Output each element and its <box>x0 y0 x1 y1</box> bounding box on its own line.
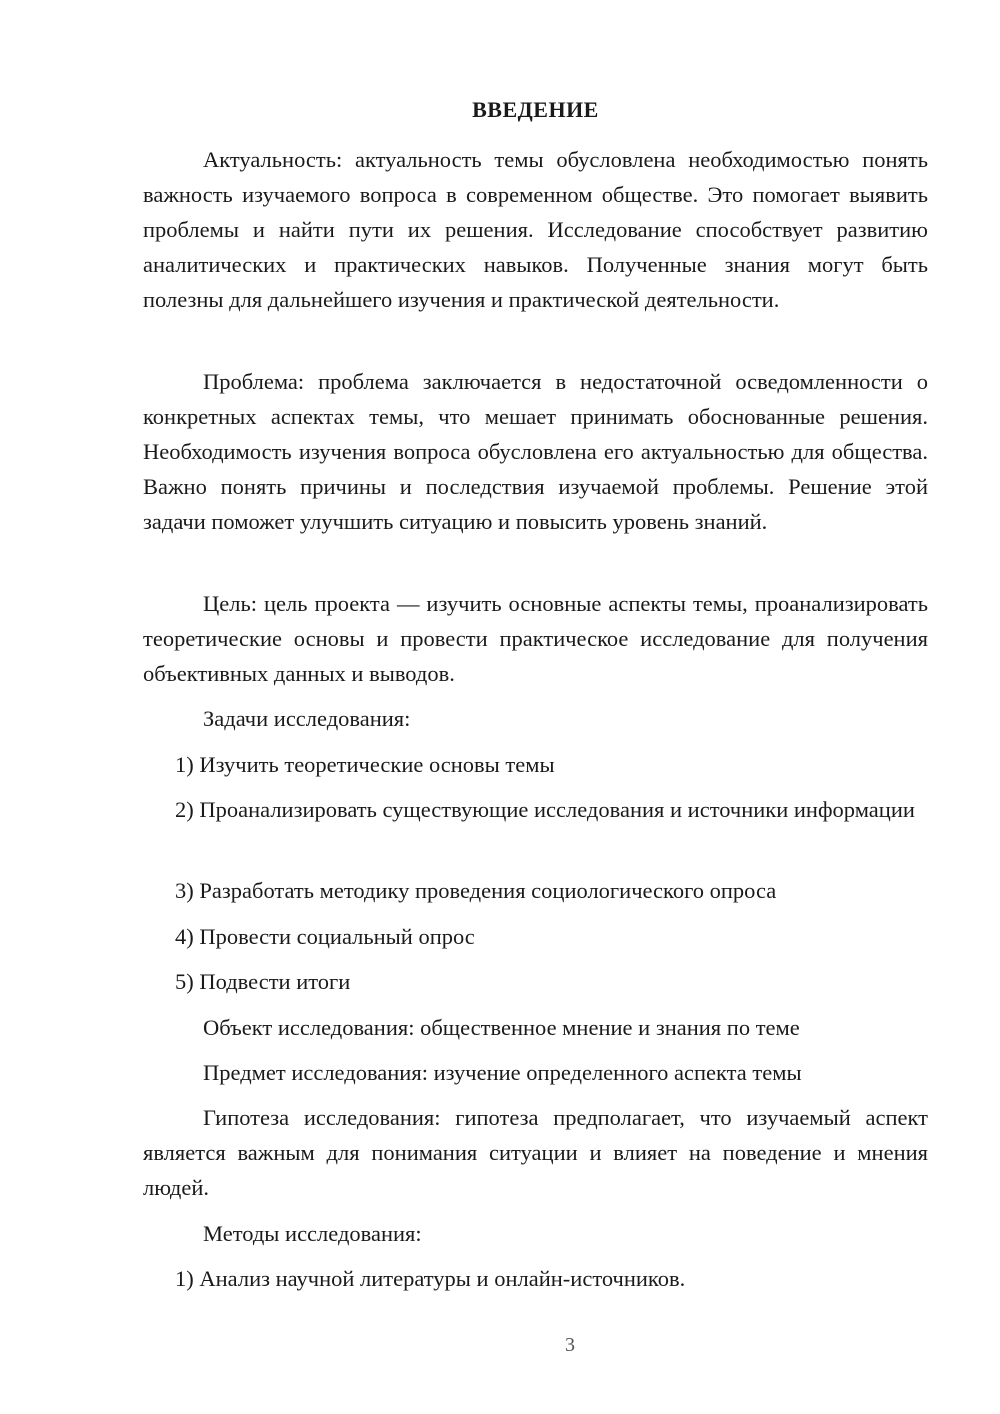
object-paragraph: Объект исследования: общественное мнение и знания по теме <box>203 1015 800 1040</box>
hypothesis-paragraph: Гипотеза исследования: гипотеза предполагает, что изучаемый аспект является важным для понимания ситуации и влияет на поведение и мнения людей. <box>143 1105 928 1200</box>
list-item: 1) Анализ научной литературы и онлайн-источников. <box>175 1266 686 1291</box>
list-item: 4) Провести социальный опрос <box>175 924 475 949</box>
subject-paragraph: Предмет исследования: изучение определенного аспекта темы <box>203 1060 802 1085</box>
page-title: ВВЕДЕНИЕ <box>472 97 599 122</box>
methods-heading: Методы исследования: <box>203 1221 422 1246</box>
page-number: 3 <box>565 1334 575 1356</box>
list-item: 5) Подвести итоги <box>175 969 351 994</box>
list-item: 3) Разработать методику проведения социологического опроса <box>175 878 777 903</box>
goal-paragraph: Цель: цель проекта — изучить основные аспекты темы, проанализировать теоретические основы и провести практическое исследование для получения объективных данных и выводов. <box>143 591 928 686</box>
relevance-paragraph: Актуальность: актуальность темы обусловлена необходимостью понять важность изучаемого вопроса в современном обществе. Это помогает выявить проблемы и найти пути их решения. Исследование способствует развитию аналитических и практических навыков. Полученные знания могут быть полезны для дальнейшего изучения и практической деятельности. <box>143 147 928 312</box>
problem-paragraph: Проблема: проблема заключается в недостаточной осведомленности о конкретных аспектах темы, что мешает принимать обоснованные решения. Необходимость изучения вопроса обусловлена его актуальностью для общества. Важно понять причины и последствия изучаемой проблемы. Решение этой задачи поможет улучшить ситуацию и повысить уровень знаний. <box>143 369 928 534</box>
list-item: 2) Проанализировать существующие исследования и источники информации <box>175 797 915 822</box>
tasks-heading: Задачи исследования: <box>203 706 411 731</box>
list-item: 1) Изучить теоретические основы темы <box>175 752 555 777</box>
